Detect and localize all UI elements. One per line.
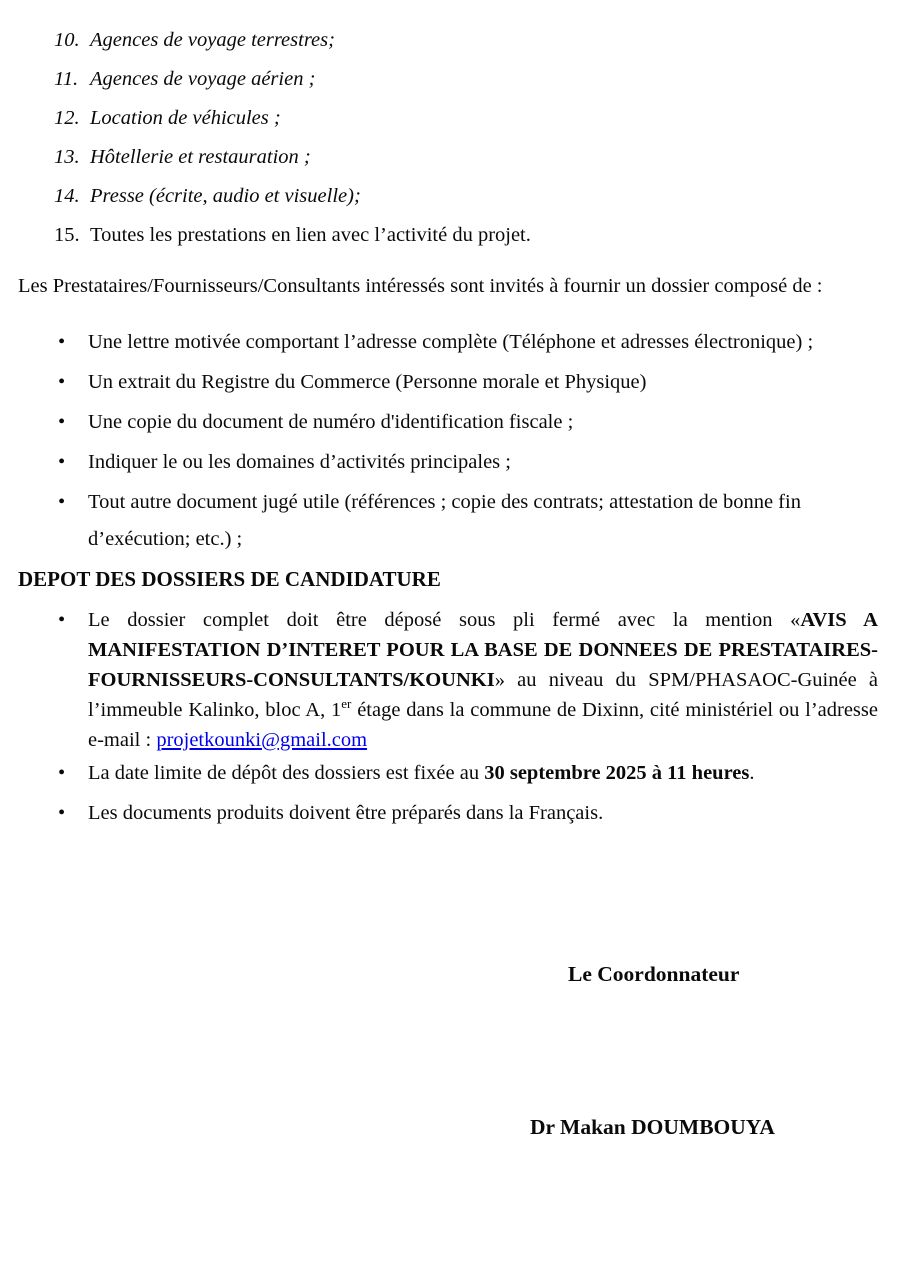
list-item-14 [18,178,878,215]
bullet-item-autre-document: • Tout autre document jugé utile (références ; copie des contrats; attestation de bonne fin d’exécution; etc.) ; [18,484,878,558]
list-item-text: Agences de voyage aérien ; [90,68,316,90]
bullet-item-depot-dossier [18,605,878,755]
deadline-text-after: . [749,761,755,784]
ordinal-superscript: er [341,695,352,711]
deposit-text-before-mention: Le dossier complet doit être déposé sous pli fermé avec la mention « [88,608,801,631]
email-link[interactable]: projetkounki@gmail.com [156,728,368,751]
list-item-text: Hôtellerie et restauration ; [90,146,311,168]
list-item-13 [18,139,878,176]
deposit-text-after-ordinal: étage dans la commune de Dixinn, cité ministériel ou l’adresse e-mail : [88,698,878,751]
requirements-bullet-list [18,324,878,558]
list-item-text: Agences de voyage terrestres; [90,29,335,51]
section-heading: DEPOT DES DOSSIERS DE CANDIDATURE [18,566,441,591]
bullet-item-date-limite [18,755,878,792]
bullet-item-identification-fiscale: • Une copie du document de numéro d'identification fiscale ; [18,404,878,441]
signature-name: Dr Makan DOUMBOUYA [530,1114,775,1139]
list-item-15 [18,217,878,254]
list-item-text: Presse (écrite, audio et visuelle); [90,185,361,207]
deposit-mention-bold: AVIS A MANIFESTATION D’INTERET POUR LA BASE DE DONNEES DE PRESTATAIRES-FOURNISSEURS-CONSULTANTS/KOUNKI [88,608,878,691]
list-item-number: 15. [54,224,80,246]
bullet-item-registre-commerce: • Un extrait du Registre du Commerce (Personne morale et Physique) [18,364,878,401]
list-item-number: 11. [54,68,79,90]
signature-title: Le Coordonnateur [568,961,740,986]
list-item-12 [18,100,878,137]
list-item-text: Location de véhicules ; [90,107,281,129]
list-item-number: 14. [54,185,80,207]
deposit-bullet-list [18,605,878,832]
list-item-number: 10. [54,29,80,51]
numbered-list [18,22,878,254]
deadline-bold: 30 septembre 2025 à 11 heures [484,761,750,784]
intro-paragraph: Les Prestataires/Fournisseurs/Consultants intéressés sont invités à fournir un dossier composé de : [18,275,823,297]
deadline-text-before: La date limite de dépôt des dossiers est fixée au [88,761,485,784]
list-item-10 [18,22,878,59]
list-item-number: 13. [54,146,80,168]
list-item-text: Toutes les prestations en lien avec l’activité du projet. [90,224,531,246]
list-item-11 [18,61,878,98]
list-item-number: 12. [54,107,80,129]
bullet-item-domaines-activites: • Indiquer le ou les domaines d’activités principales ; [18,444,878,481]
bullet-item-langue-francais: • Les documents produits doivent être préparés dans la Français. [18,795,878,832]
bullet-item-lettre-motivee: • Une lettre motivée comportant l’adresse complète (Téléphone et adresses électronique) ; [18,324,878,361]
deposit-text-after-mention: » au niveau du SPM/PHASAOC-Guinée à l’immeuble Kalinko, bloc A, 1 [88,668,878,721]
